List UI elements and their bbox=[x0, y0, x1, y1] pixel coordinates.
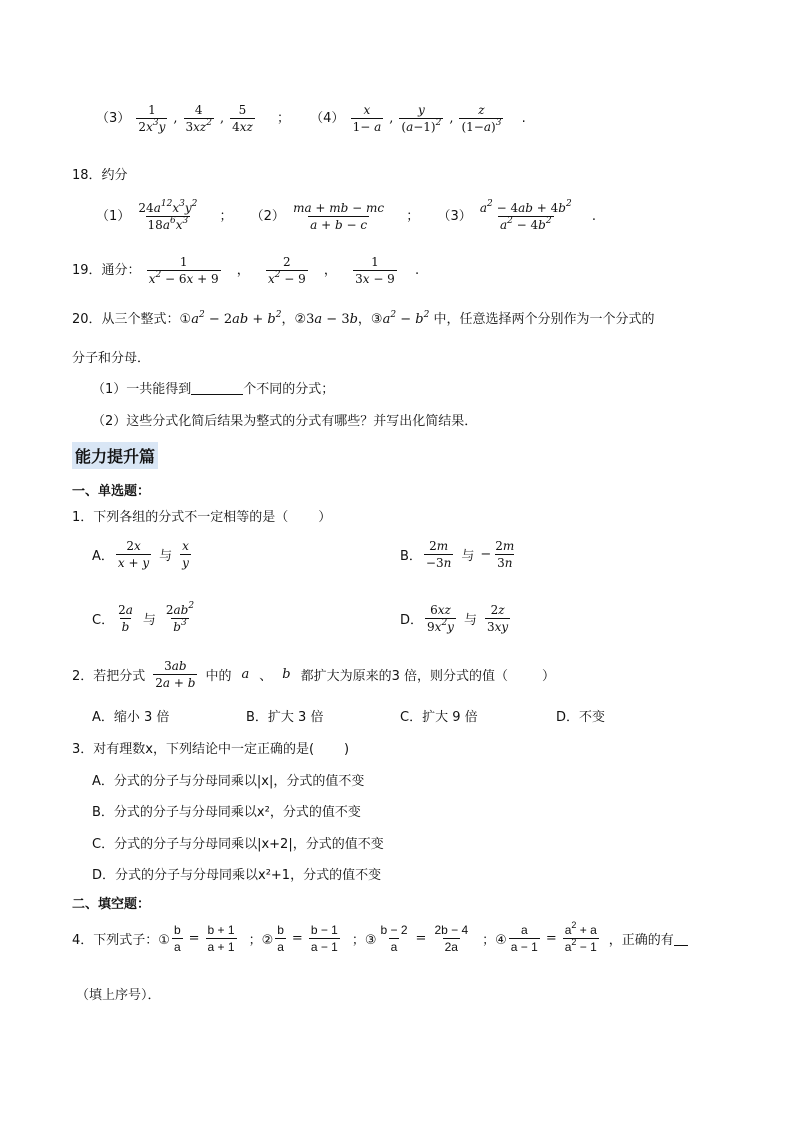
fraction: $\frac{z}{(1-a)^3}$ bbox=[461, 103, 502, 134]
separator: ； bbox=[276, 111, 290, 126]
fraction: $\frac{x}{y}$ bbox=[182, 539, 189, 570]
fraction: $\frac{1}{2x^3y}$ bbox=[138, 103, 166, 134]
q1-option-c: C． $\frac{2a}{b}$ 与 $\frac{2ab^2}{b^3}$ bbox=[92, 601, 195, 634]
q2-text: 2．若把分式 $\frac{3ab}{2a + b}$ 中的 a 、 b 都扩大为原来的3 倍，则分式的值（ ） bbox=[72, 659, 555, 690]
answer-blank bbox=[674, 932, 688, 946]
q1-option-d: D． $\frac{6xz}{9x^2y}$ 与 $\frac{2z}{3xy}$ bbox=[400, 603, 509, 634]
fraction: $\frac{1}{x^2 - 6x + 9}$ bbox=[148, 255, 219, 286]
fraction: $\frac{2b - 4}{2a}$ bbox=[434, 923, 469, 954]
q3-option-a: A．分式的分子与分母同乘以|x|，分式的值不变 bbox=[92, 774, 365, 789]
fraction: $\frac{1}{3x - 9}$ bbox=[355, 255, 395, 286]
fraction: $\frac{x}{1- a}$ bbox=[352, 103, 382, 134]
q4-line2: （填上序号）． bbox=[76, 988, 161, 1003]
q1-text: 1．下列各组的分式不一定相等的是（ ） bbox=[72, 510, 332, 525]
q18-part1-label: （1） bbox=[96, 209, 131, 224]
fraction: $\frac{b}{a}$ bbox=[277, 923, 284, 954]
fraction: $\frac{2}{x^2 - 9}$ bbox=[267, 255, 306, 286]
part2-title: 二、填空题： bbox=[72, 897, 151, 912]
fraction: $\frac{y}{(a-1)^2}$ bbox=[401, 103, 442, 134]
fraction: $\frac{2ab^2}{b^3}$ bbox=[165, 601, 195, 634]
fraction: $\frac{b - 1}{a - 1}$ bbox=[310, 923, 338, 954]
fraction: $\frac{24a^{12}x^3y^2}{18a^6x^3}$ bbox=[138, 199, 198, 232]
q20-line2: 分子和分母． bbox=[72, 351, 151, 366]
q18-part2-label: （2） bbox=[250, 209, 285, 224]
fraction: $\frac{4}{3xz^2}$ bbox=[185, 103, 212, 134]
fraction: $\frac{b - 2}{a}$ bbox=[380, 923, 408, 954]
fraction: $\frac{b + 1}{a + 1}$ bbox=[207, 923, 235, 954]
fraction: $\frac{2z}{3xy}$ bbox=[486, 603, 509, 634]
fraction: $\frac{2x}{x + y}$ bbox=[117, 539, 150, 570]
q1-option-b: B． $\frac{2m}{-3n}$ 与 − $\frac{2m}{3n}$ bbox=[400, 539, 515, 570]
q1-option-a: A． $\frac{2x}{x + y}$ 与 $\frac{x}{y}$ bbox=[92, 539, 189, 570]
part1-title: 一、单选题： bbox=[72, 484, 151, 499]
q20-sub1: （1）一共能得到 个不同的分式； bbox=[92, 382, 335, 397]
fraction: $\frac{5}{4xz}$ bbox=[232, 103, 253, 134]
q18-title: 18．约分 bbox=[72, 168, 128, 183]
fraction: $\frac{ma + mb - mc}{a + b - c}$ bbox=[293, 201, 385, 232]
q3-option-d: D．分式的分子与分母同乘以x²+1，分式的值不变 bbox=[92, 868, 382, 883]
q3-option-b: B．分式的分子与分母同乘以x²，分式的值不变 bbox=[92, 805, 361, 820]
fraction: $\frac{2a}{b}$ bbox=[118, 603, 133, 634]
fraction: $\frac{2m}{3n}$ bbox=[495, 539, 515, 570]
answer-blank bbox=[191, 381, 243, 395]
q20-sub2: （2）这些分式化简后结果为整式的分式有哪些？并写出化简结果． bbox=[92, 414, 478, 429]
fraction: $\frac{3ab}{2a + b}$ bbox=[155, 659, 196, 690]
fraction: $\frac{2m}{-3n}$ bbox=[425, 539, 452, 570]
q3-option-c: C．分式的分子与分母同乘以|x+2|，分式的值不变 bbox=[92, 837, 384, 852]
section-title: 能力提升篇 bbox=[72, 442, 158, 469]
q17-part3-label: （3） bbox=[96, 111, 131, 126]
q18-line: （1） $\frac{24a^{12}x^3y^2}{18a^6x^3}$ ； （2） $\frac{ma + mb - mc}{a + b - c}$ ； （3） $\frac{a^2 - 4ab + 4b^2}{a^2 - 4b^2}$ . bbox=[96, 199, 596, 232]
q17-line: （3） $\frac{1}{2x^3y}$ , $\frac{4}{3xz^2}$ , $\frac{5}{4xz}$ ； （4） $\frac{x}{1- a}$ , $\frac{y}{(a-1)^2}$ , $\frac{z}{(1-a)^3}$ . bbox=[96, 103, 526, 134]
q4-text: 4．下列式子：① $\frac{b}{a}$ = $\frac{b + 1}{a + 1}$ ；② $\frac{b}{a}$ = $\frac{b - 1}{a - 1}$ ；③ $\frac{b - 2}{a}$ = $\frac{2b - 4}{2a}$ ；④ $\frac{a}{a - 1}$ = $\frac{a^2 + a}{a^2 - 1}$ ，正确的有 bbox=[72, 924, 688, 953]
fraction: $\frac{a}{a - 1}$ bbox=[510, 923, 538, 954]
fraction: $\frac{b}{a}$ bbox=[173, 923, 181, 954]
q3-text: 3．对有理数x，下列结论中一定正确的是( ) bbox=[72, 742, 350, 757]
q17-part4-label: （4） bbox=[310, 111, 345, 126]
fraction: $\frac{a^2 + a}{a^2 - 1}$ bbox=[564, 920, 597, 954]
fraction: $\frac{6xz}{9x^2y}$ bbox=[427, 603, 454, 634]
q19-line: 19．通分： $\frac{1}{x^2 - 6x + 9}$ ， $\frac{2}{x^2 - 9}$ ， $\frac{1}{3x - 9}$ . bbox=[72, 255, 420, 286]
fraction: $\frac{a^2 - 4ab + 4b^2}{a^2 - 4b^2}$ bbox=[479, 199, 572, 232]
q20-line1: 20．从三个整式：$①a^2 - 2ab + b^2$，②3a − 3b，$③a^2 - b^2$ 中，任意选择两个分别作为一个分式的 bbox=[72, 310, 655, 327]
q19-title: 19．通分： bbox=[72, 263, 141, 278]
q18-part3-label: （3） bbox=[437, 209, 472, 224]
